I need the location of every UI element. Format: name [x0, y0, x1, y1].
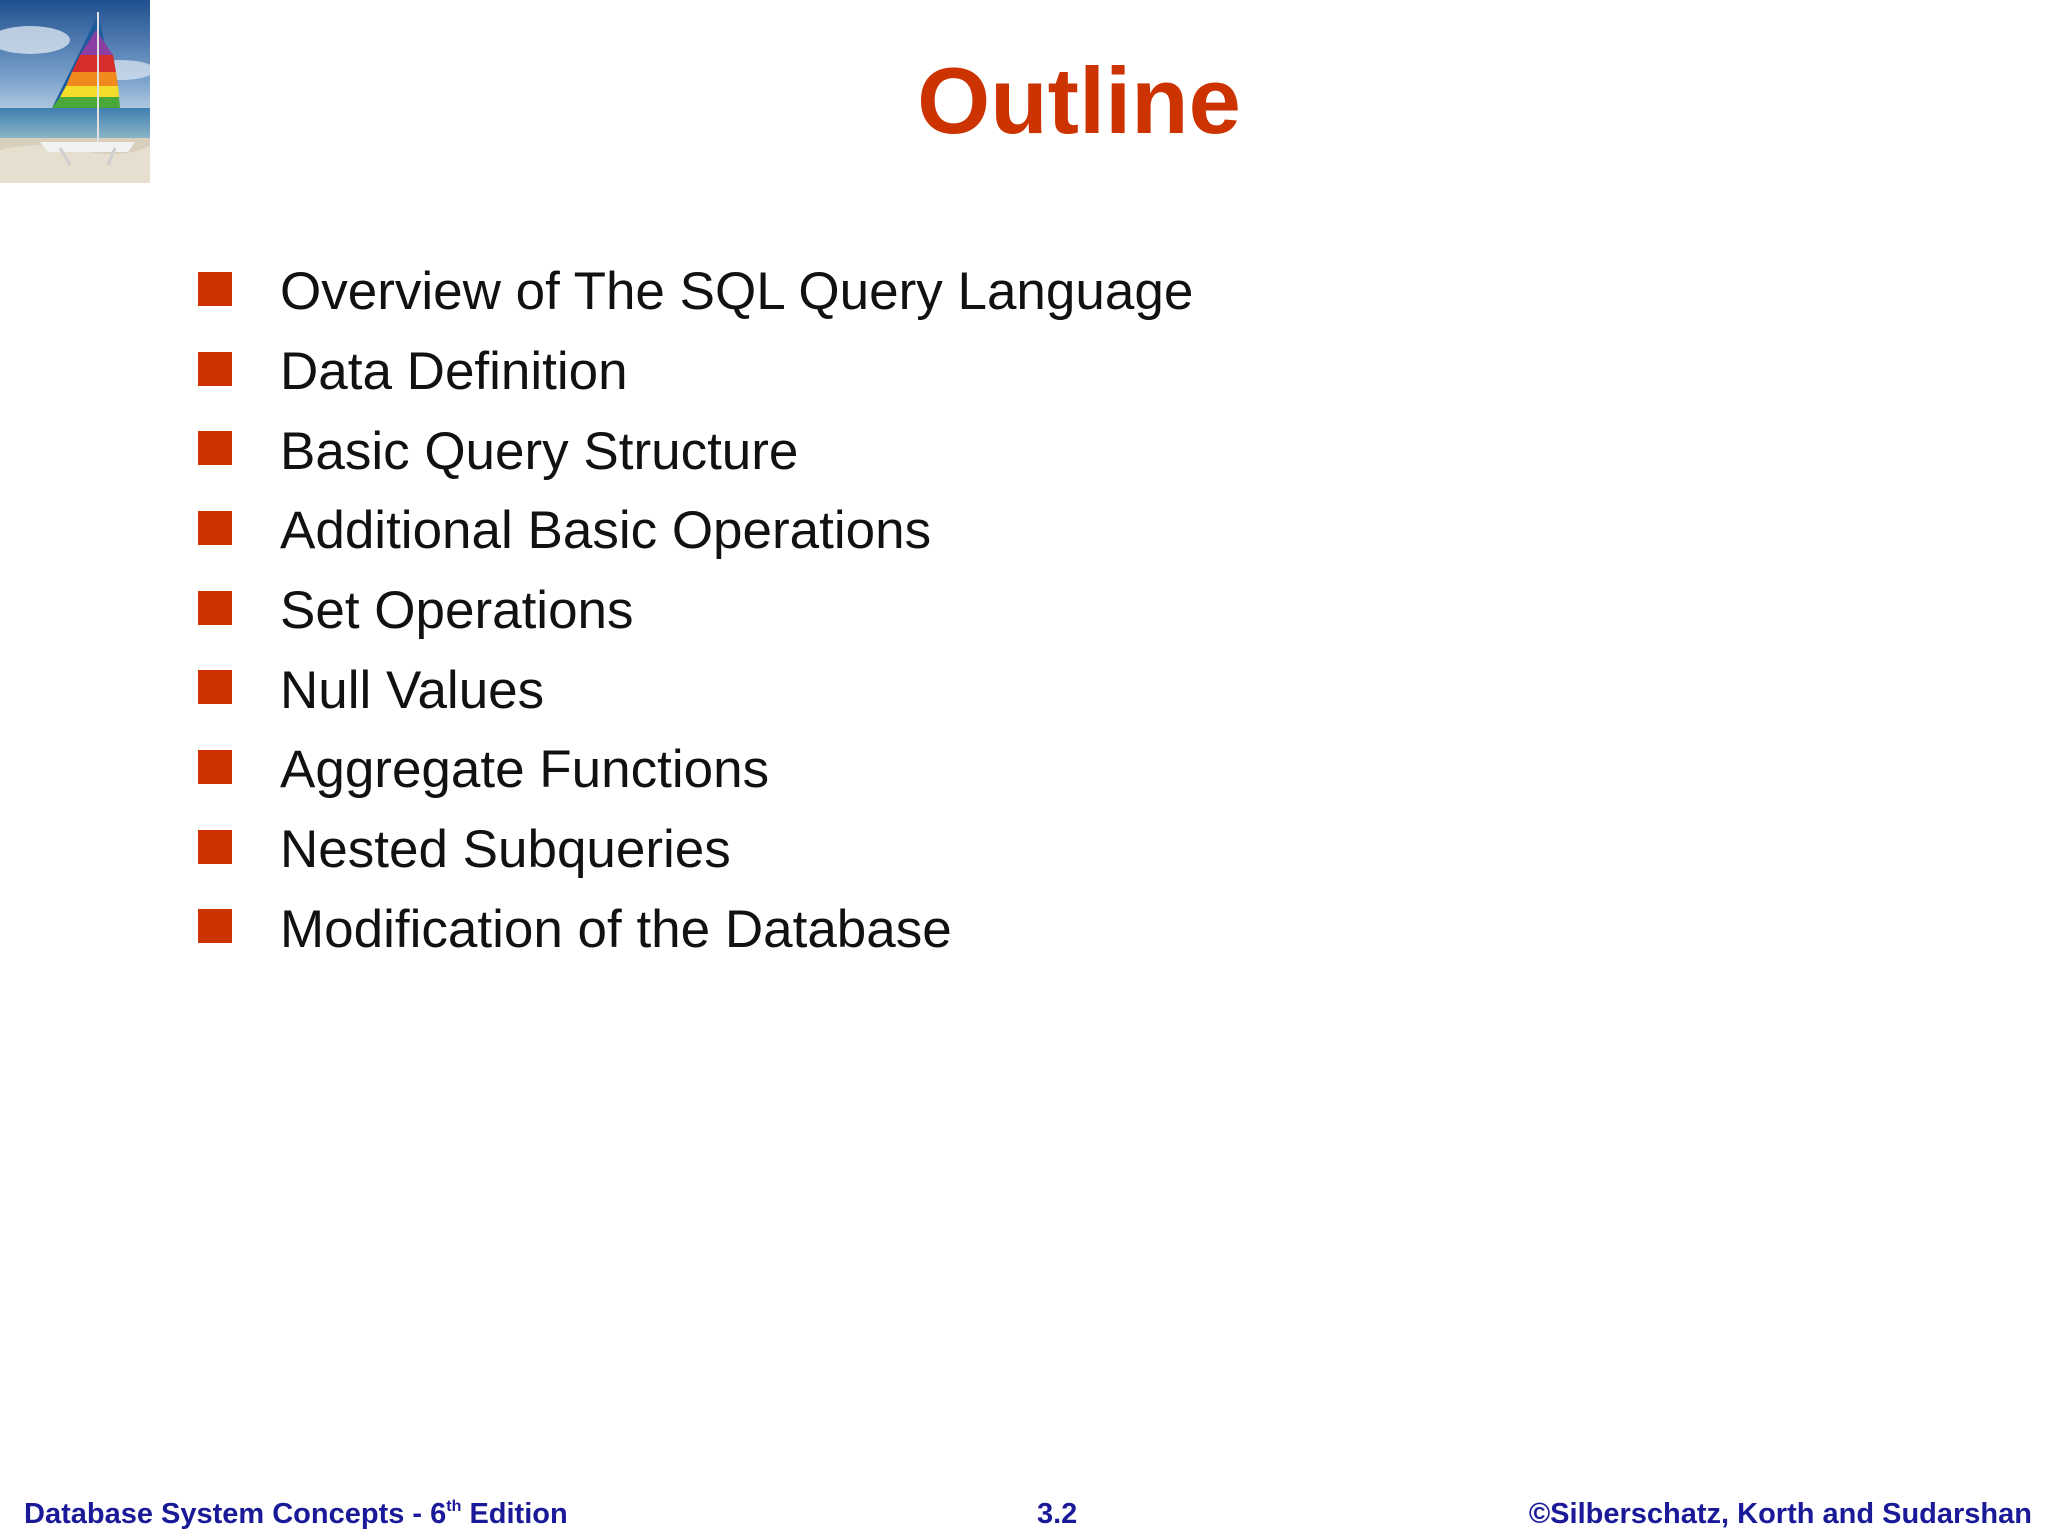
outline-list	[198, 252, 1193, 969]
list-item-label: Basic Query Structure	[280, 421, 799, 481]
square-bullet-icon	[198, 511, 232, 545]
slide-number: 3.2	[1037, 1498, 1078, 1530]
square-bullet-icon	[198, 431, 232, 465]
square-bullet-icon	[198, 670, 232, 704]
square-bullet-icon	[198, 830, 232, 864]
square-bullet-icon	[198, 909, 232, 943]
list-item	[198, 491, 1193, 571]
slide-footer	[0, 1496, 2048, 1532]
square-bullet-icon	[198, 272, 232, 306]
slide-title: Outline	[917, 48, 1241, 153]
book-title-suffix: Edition	[461, 1498, 568, 1530]
copyright-notice: ©Silberschatz, Korth and Sudarshan	[1528, 1498, 2032, 1530]
book-title	[24, 1496, 568, 1532]
list-item	[198, 650, 1193, 730]
list-item	[198, 730, 1193, 810]
list-item	[198, 252, 1193, 332]
list-item-label: Set Operations	[280, 581, 634, 641]
square-bullet-icon	[198, 591, 232, 625]
list-item	[198, 810, 1193, 890]
list-item-label: Data Definition	[280, 342, 628, 402]
square-bullet-icon	[198, 750, 232, 784]
list-item	[198, 571, 1193, 651]
list-item-label: Additional Basic Operations	[280, 501, 932, 561]
list-item-label: Null Values	[280, 660, 545, 720]
list-item-label: Aggregate Functions	[280, 740, 770, 800]
list-item	[198, 411, 1193, 491]
list-item	[198, 332, 1193, 412]
list-item-label: Nested Subqueries	[280, 820, 731, 880]
list-item-label: Overview of The SQL Query Language	[280, 262, 1194, 322]
edition-superscript: th	[446, 1498, 462, 1515]
square-bullet-icon	[198, 352, 232, 386]
book-title-prefix: Database System Concepts - 6	[24, 1498, 447, 1530]
list-item-label: Modification of the Database	[280, 899, 952, 959]
list-item	[198, 890, 1193, 970]
